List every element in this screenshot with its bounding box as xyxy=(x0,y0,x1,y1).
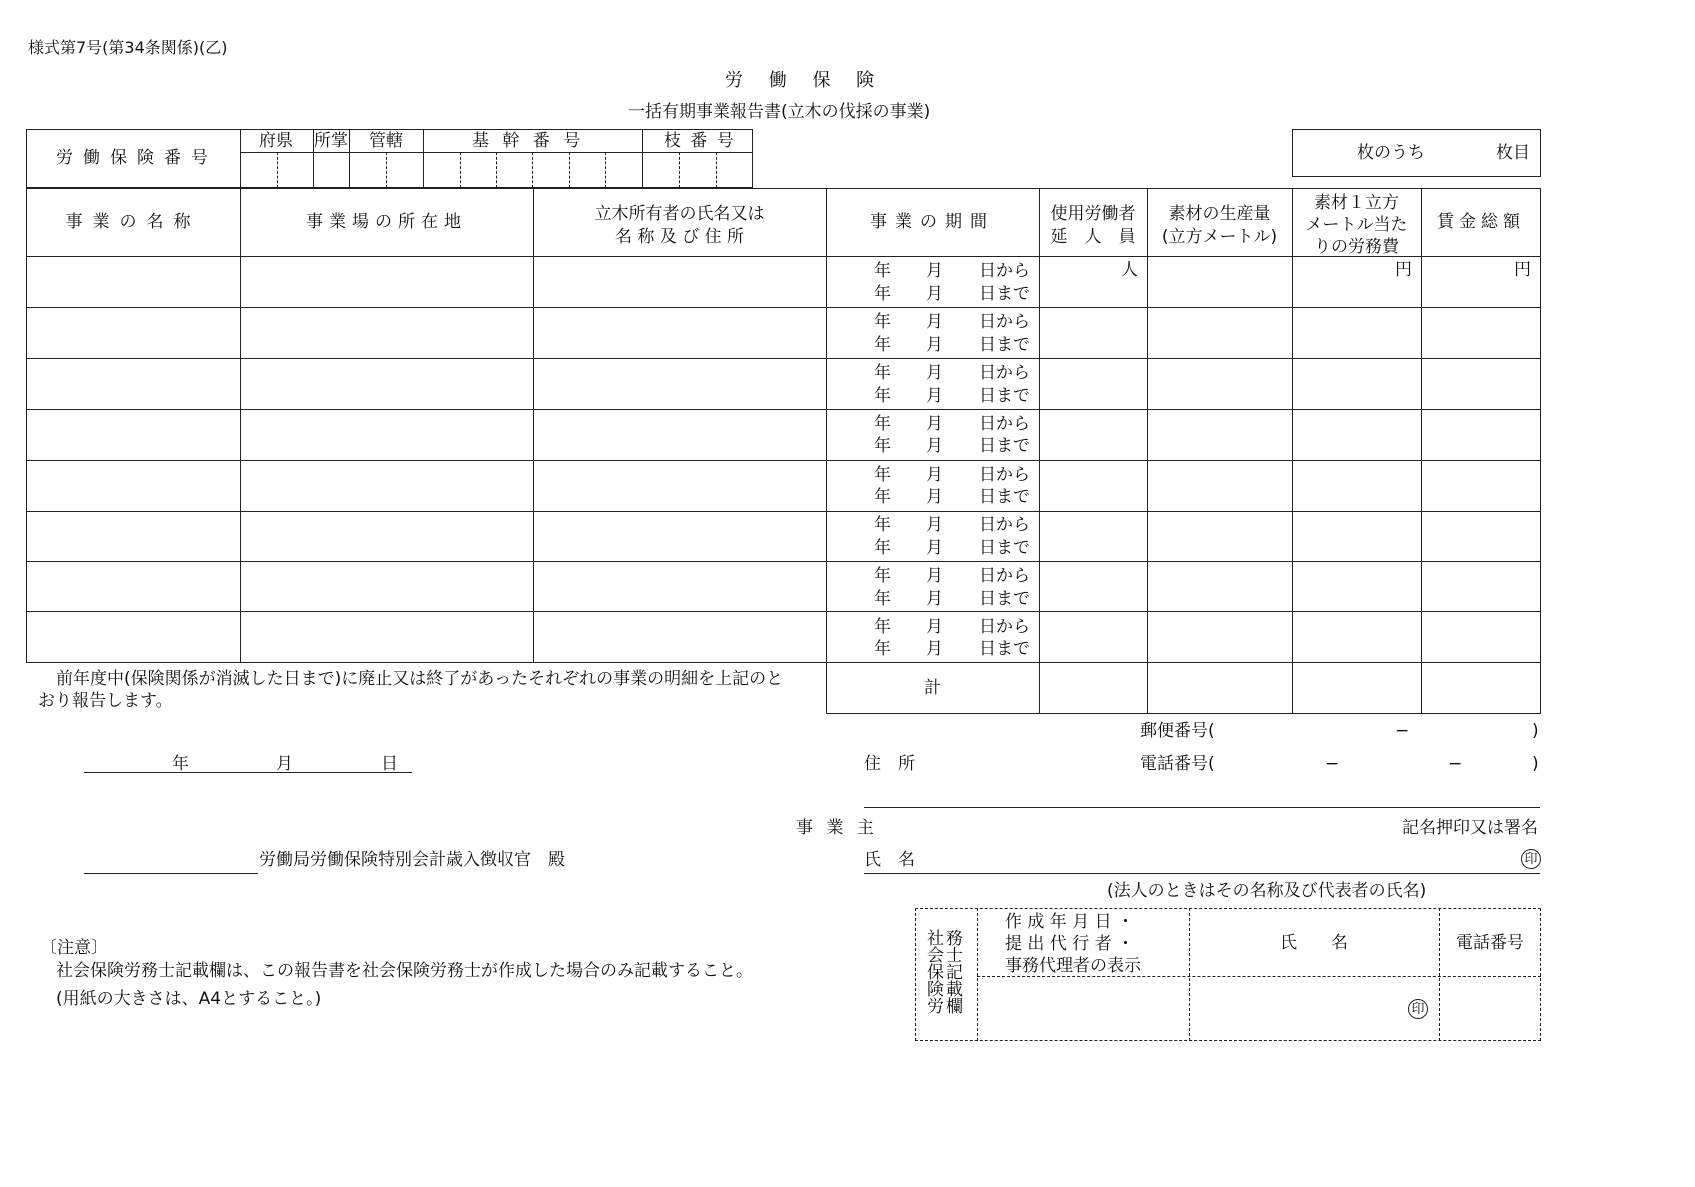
employer-seal-icon: 印 xyxy=(1521,849,1541,869)
phone-dash-2: − xyxy=(1448,754,1463,774)
period-month: 月 xyxy=(926,261,943,281)
recipient-underline xyxy=(84,873,258,874)
period-month: 月 xyxy=(926,617,943,637)
period-year: 年 xyxy=(874,515,891,535)
base-number-label: 基 幹 番 号 xyxy=(472,131,585,151)
period-year: 年 xyxy=(874,436,891,456)
date-month[interactable]: 月 xyxy=(276,754,293,774)
address-underline[interactable] xyxy=(864,807,1540,808)
period-year: 年 xyxy=(874,284,891,304)
period-from: 日から xyxy=(979,617,1030,637)
sheet-count-prefix: 枚のうち xyxy=(1357,143,1425,163)
period-to: 日まで xyxy=(979,386,1030,406)
sharoushi-name-label: 氏 名 xyxy=(1280,933,1348,953)
period-to: 日まで xyxy=(979,284,1030,304)
header-owner: 立木所有者の氏名又は 名 称 及 び 住 所 xyxy=(594,204,765,247)
period-month: 月 xyxy=(926,487,943,507)
period-to: 日まで xyxy=(979,487,1030,507)
total-label: 計 xyxy=(924,678,941,698)
main-table xyxy=(26,188,1541,663)
period-to: 日まで xyxy=(979,639,1030,659)
employer-label: 事 業 主 xyxy=(796,818,878,838)
period-month: 月 xyxy=(926,566,943,586)
period-from: 日から xyxy=(979,363,1030,383)
jurisdiction-label: 管轄 xyxy=(369,131,403,151)
branch-number-label: 枝 番 号 xyxy=(664,131,736,151)
period-to: 日まで xyxy=(979,589,1030,609)
period-to: 日まで xyxy=(979,436,1030,456)
postal-close: ) xyxy=(1532,721,1539,741)
header-production: 素材の生産量 (立方メートル) xyxy=(1161,204,1278,247)
sign-note: 記名押印又は署名 xyxy=(1402,818,1538,838)
period-month: 月 xyxy=(926,335,943,355)
header-location: 事業場の所在地 xyxy=(306,212,467,232)
period-month: 月 xyxy=(926,436,943,456)
period-year: 年 xyxy=(874,261,891,281)
postal-dash: − xyxy=(1395,721,1410,741)
period-year: 年 xyxy=(874,363,891,383)
unit-labor-cost: 円 xyxy=(1395,260,1412,280)
header-total-wages: 賃金総額 xyxy=(1437,212,1525,232)
sharoushi-seal-icon: 印 xyxy=(1408,999,1428,1019)
form-title: 労 働 保 険 xyxy=(725,70,885,91)
sharoushi-phone-label: 電話番号 xyxy=(1456,933,1524,953)
form-id: 様式第7号(第34条関係)(乙) xyxy=(28,38,228,57)
date-underline xyxy=(84,772,412,773)
period-year: 年 xyxy=(874,335,891,355)
period-month: 月 xyxy=(926,639,943,659)
period-from: 日から xyxy=(979,465,1030,485)
header-business-name: 事業の名称 xyxy=(65,212,201,232)
unit-total-wages: 円 xyxy=(1514,260,1531,280)
period-year: 年 xyxy=(874,465,891,485)
period-month: 月 xyxy=(926,414,943,434)
name-underline[interactable] xyxy=(864,873,1540,874)
unit-workers: 人 xyxy=(1121,260,1138,280)
recipient-text: 労働局労働保険特別会計歳入徴収官 殿 xyxy=(259,850,565,870)
office-label: 所掌 xyxy=(314,131,348,151)
date-day[interactable]: 日 xyxy=(381,754,398,774)
period-month: 月 xyxy=(926,386,943,406)
period-month: 月 xyxy=(926,363,943,383)
header-workers: 使用労働者 延 人 員 xyxy=(1050,204,1136,247)
period-year: 年 xyxy=(874,589,891,609)
period-month: 月 xyxy=(926,284,943,304)
sharoushi-column-label: 社務 会士 保記 険載 労欄 xyxy=(927,929,965,1017)
period-year: 年 xyxy=(874,487,891,507)
date-year[interactable]: 年 xyxy=(172,754,189,774)
period-month: 月 xyxy=(926,465,943,485)
period-from: 日から xyxy=(979,566,1030,586)
period-month: 月 xyxy=(926,515,943,535)
notes-line-1: 社会保険労務士記載欄は、この報告書を社会保険労務士が作成した場合のみ記載すること。 xyxy=(56,961,753,981)
period-year: 年 xyxy=(874,386,891,406)
period-year: 年 xyxy=(874,639,891,659)
period-to: 日まで xyxy=(979,335,1030,355)
period-month: 月 xyxy=(926,589,943,609)
postal-label: 郵便番号( xyxy=(1140,721,1215,741)
period-from: 日から xyxy=(979,261,1030,281)
declaration-text: 前年度中(保険関係が消滅した日まで)に廃止又は終了があったそれぞれの事業の明細を上記のと おり報告します。 xyxy=(38,669,784,711)
corporate-note: (法人のときはその名称及び代表者の氏名) xyxy=(1107,881,1427,901)
phone-label: 電話番号( xyxy=(1140,754,1215,774)
period-year: 年 xyxy=(874,312,891,332)
header-labor-cost: 素材１立方 メートル当た りの労務費 xyxy=(1305,193,1408,257)
period-month: 月 xyxy=(926,538,943,558)
period-year: 年 xyxy=(874,414,891,434)
form-subtitle: 一括有期事業報告書(立木の伐採の事業) xyxy=(628,102,931,122)
period-month: 月 xyxy=(926,312,943,332)
sharoushi-creation-label: 作 成 年 月 日 ・ 提 出 代 行 者 ・ 事務代理者の表示 xyxy=(1005,912,1141,976)
header-period: 事業の期間 xyxy=(870,212,995,232)
notes-heading: 〔注意〕 xyxy=(40,938,108,958)
prefecture-label: 府県 xyxy=(259,131,293,151)
phone-dash-1: − xyxy=(1325,754,1340,774)
period-year: 年 xyxy=(874,566,891,586)
period-from: 日から xyxy=(979,312,1030,332)
period-to: 日まで xyxy=(979,538,1030,558)
notes-line-2: (用紙の大きさは、A4とすること。) xyxy=(56,989,322,1009)
sheet-count-suffix: 枚目 xyxy=(1496,143,1530,163)
period-from: 日から xyxy=(979,414,1030,434)
period-year: 年 xyxy=(874,538,891,558)
phone-close: ) xyxy=(1532,754,1539,774)
insurance-number-label: 労働保険番号 xyxy=(56,148,218,168)
period-year: 年 xyxy=(874,617,891,637)
period-from: 日から xyxy=(979,515,1030,535)
name-label: 氏 名 xyxy=(864,850,915,870)
address-label: 住 所 xyxy=(864,754,915,774)
